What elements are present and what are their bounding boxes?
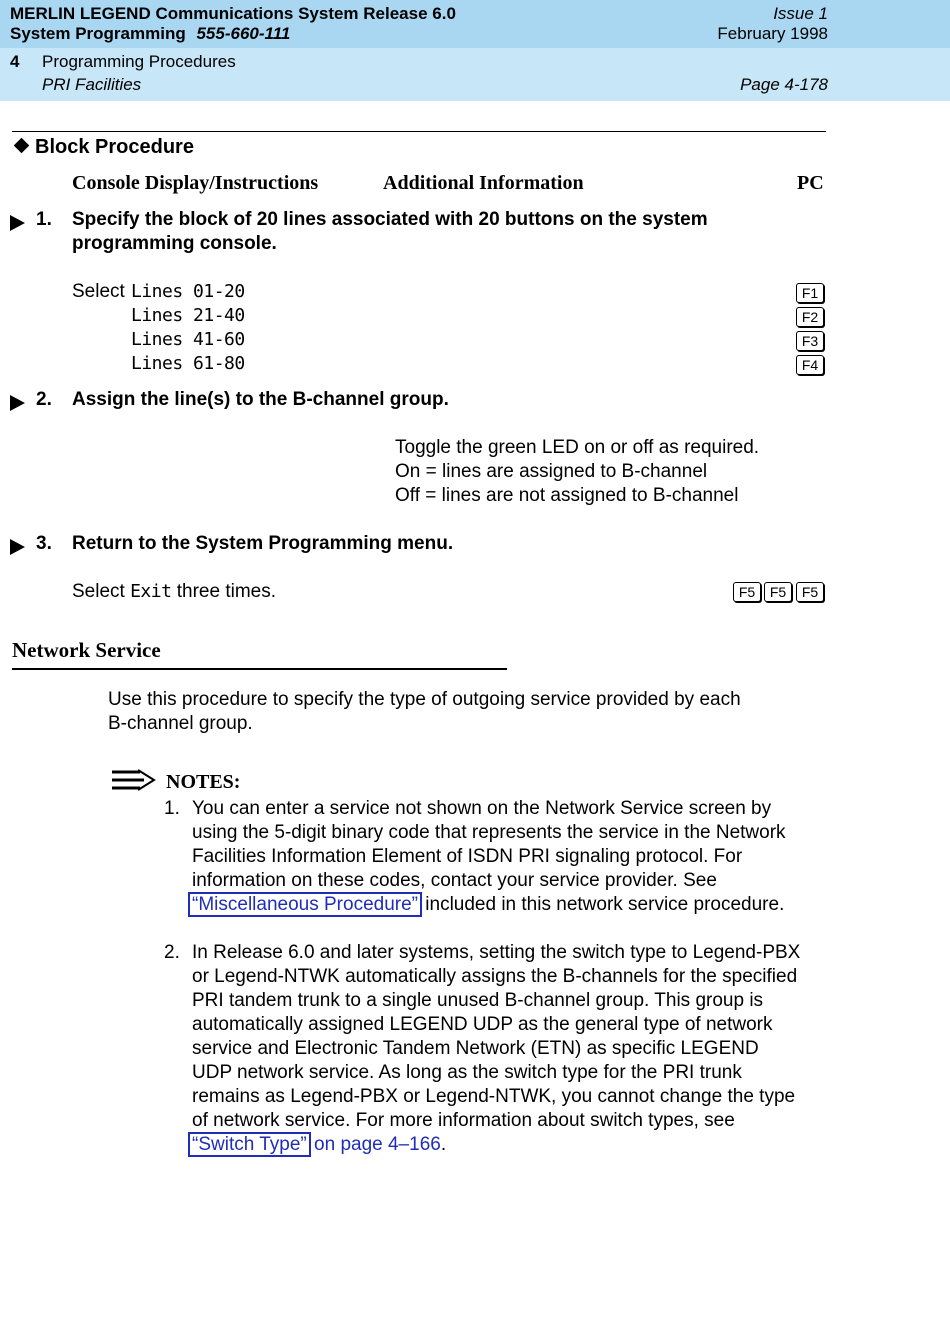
column-console-display: Console Display/Instructions	[72, 172, 319, 194]
note-2-line1: In Release 6.0 and later systems, setting the switch type to Legend-PBX	[192, 942, 801, 963]
doc-title: MERLIN LEGEND Communications System Release 6.0	[10, 4, 456, 23]
chapter-title: Programming Procedures	[42, 52, 236, 71]
switch-type-link[interactable]: “Switch Type”	[192, 1134, 307, 1155]
note-1-line4: information on these codes, contact your service provider. See	[192, 870, 717, 891]
step-arrow-icon	[10, 539, 25, 555]
step-2-info-2: On = lines are assigned to B-channel	[395, 461, 708, 482]
chapter-number: 4	[10, 52, 20, 71]
column-pc: PC	[797, 172, 824, 194]
date: February 1998	[717, 24, 828, 43]
step-1-select-label: Select	[72, 281, 125, 302]
step-2-text: Assign the line(s) to the B-channel group.	[72, 389, 449, 410]
step-3-instruction: Select Exit three times.	[72, 581, 276, 602]
intro-line1: Use this procedure to specify the type of outgoing service provided by each	[108, 689, 741, 710]
notes-label: NOTES:	[166, 771, 241, 793]
key-f5[interactable]: F5	[764, 582, 792, 602]
step-1-number: 1.	[36, 209, 52, 230]
exit-option: Exit	[130, 581, 172, 602]
miscellaneous-procedure-link[interactable]: “Miscellaneous Procedure”	[192, 894, 418, 915]
key-f3[interactable]: F3	[796, 331, 824, 351]
note-1-number: 1.	[164, 798, 180, 819]
doc-subtitle	[10, 24, 290, 44]
section-title: PRI Facilities	[42, 75, 142, 94]
step-arrow-icon	[10, 395, 25, 411]
key-f5[interactable]: F5	[796, 582, 824, 602]
step-2-number: 2.	[36, 389, 52, 410]
step-3-text: Return to the System Programming menu.	[72, 533, 454, 554]
note-2-line8: of network service. For more information about switch types, see	[192, 1110, 735, 1131]
step-1-text-line1: Specify the block of 20 lines associated with 20 buttons on the system	[72, 209, 708, 230]
switch-type-page-link[interactable]: on page 4–166	[308, 1134, 441, 1155]
note-1-line5: “Miscellaneous Procedure” included in this network service procedure.	[192, 894, 785, 915]
note-1-line2: using the 5-digit binary code that represents the service in the Network	[192, 822, 786, 843]
key-f5[interactable]: F5	[733, 582, 761, 602]
block-procedure-heading: Block Procedure	[12, 136, 194, 159]
note-2-line9: “Switch Type” on page 4–166.	[192, 1134, 447, 1155]
step-2-info-3: Off = lines are not assigned to B-channel	[395, 485, 739, 506]
note-1-line1: You can enter a service not shown on the Network Service screen by	[192, 798, 772, 819]
note-2-line2: or Legend-NTWK automatically assigns the B-channels for the specified	[192, 966, 798, 987]
note-2-number: 2.	[164, 942, 180, 963]
network-service-rule	[12, 668, 507, 670]
issue: Issue 1	[773, 4, 828, 23]
key-f2[interactable]: F2	[796, 307, 824, 327]
step-arrow-icon	[10, 215, 25, 231]
doc-number: 555-660-111	[196, 24, 291, 43]
notes-icon	[110, 768, 158, 792]
note-2-line7: remains as Legend-PBX or Legend-NTWK, you cannot change the type	[192, 1086, 796, 1107]
diamond-icon	[14, 138, 30, 154]
doc-sub-bold: System Programming	[10, 24, 186, 43]
note-2-line3: PRI tandem trunk to a single unused B-channel group. This group is	[192, 990, 764, 1011]
option-lines-61-80: Lines 61-80	[131, 353, 245, 374]
note-2-line4: automatically assigned LEGEND UDP as the general type of network	[192, 1014, 773, 1035]
option-lines-01-20: Lines 01-20	[131, 281, 245, 302]
note-1-line3: Facilities Information Element of ISDN PRI signaling protocol. For	[192, 846, 743, 867]
note-2-line6: UDP network service. As long as the switch type for the PRI trunk	[192, 1062, 742, 1083]
step-2-info-1: Toggle the green LED on or off as required.	[395, 437, 760, 458]
top-rule	[12, 131, 826, 132]
intro-line2: B-channel group.	[108, 713, 253, 734]
page-number: Page 4-178	[740, 75, 828, 94]
option-lines-41-60: Lines 41-60	[131, 329, 245, 350]
key-f4[interactable]: F4	[796, 355, 824, 375]
option-lines-21-40: Lines 21-40	[131, 305, 245, 326]
key-f1[interactable]: F1	[796, 283, 824, 303]
note-2-line5: service and Electronic Tandem Network (ETN) as specific LEGEND	[192, 1038, 759, 1059]
step-1-text-line2: programming console.	[72, 233, 277, 254]
column-additional-info: Additional Information	[383, 172, 584, 194]
network-service-heading: Network Service	[12, 638, 161, 662]
step-3-number: 3.	[36, 533, 52, 554]
